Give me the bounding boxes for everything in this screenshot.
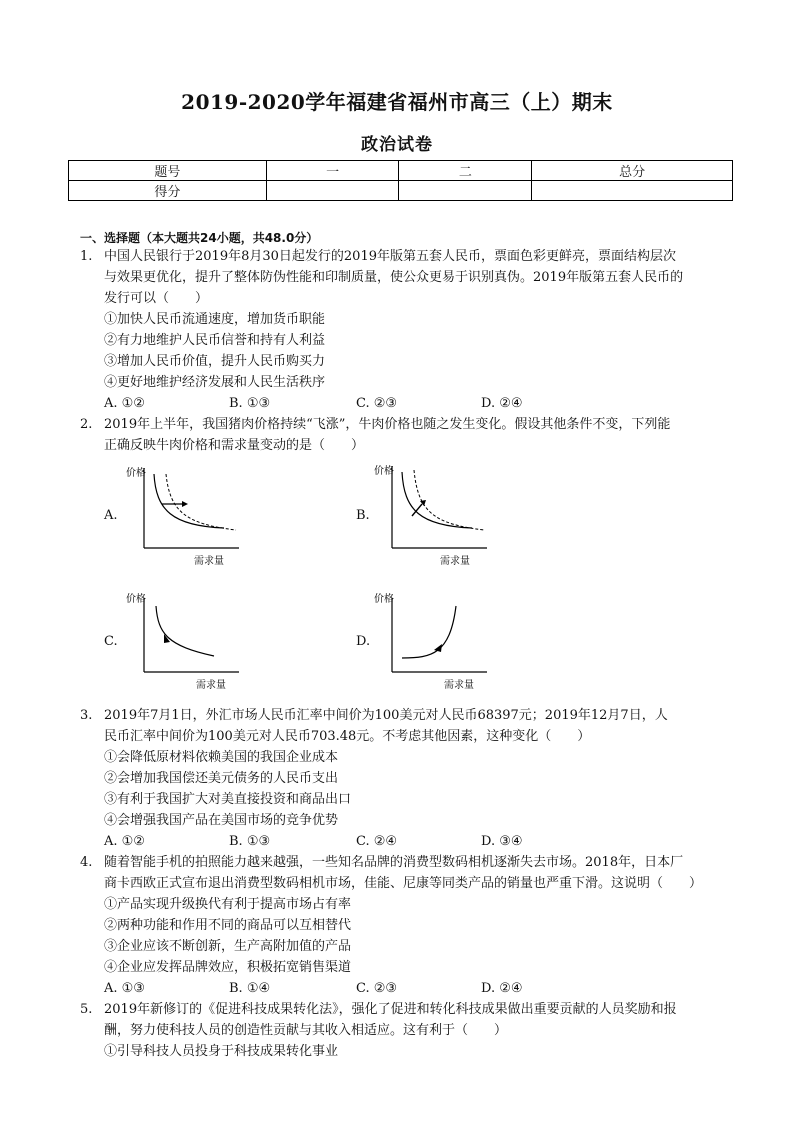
graph-b[interactable] [372, 458, 492, 570]
statement-item: ③有利于我国扩大对美直接投资和商品出口 [104, 792, 352, 807]
shift-arrow [412, 504, 422, 516]
score-input-cell[interactable] [266, 181, 399, 201]
y-axis-label: 价格 [374, 466, 394, 477]
statement-item: ④更好地维护经济发展和人民生活秩序 [104, 375, 326, 390]
score-table [68, 160, 733, 201]
question-number: 4. [80, 855, 93, 870]
graph-option-c-label[interactable]: C. [104, 634, 118, 649]
y-axis-label: 价格 [126, 468, 146, 479]
table-cell: 一 [266, 161, 399, 181]
statement-item: ②两种功能和作用不同的商品可以互相替代 [104, 918, 352, 933]
question-text: 2019年7月1日，外汇市场人民币汇率中间价为100美元对人民币68397元；2019年12月7日，人 [104, 708, 668, 723]
question-text: 正确反映牛肉价格和需求量变动的是（ ） [104, 438, 365, 453]
option-c[interactable]: C. ②④ [356, 834, 398, 849]
option-c[interactable]: C. ②③ [356, 981, 398, 996]
question-text: 2019年新修订的《促进科技成果转化法》，强化了促进和转化科技成果做出重要贡献的人员奖励和报 [104, 1002, 677, 1017]
statement-item: ①产品实现升级换代有利于提高市场占有率 [104, 897, 352, 912]
statement-item: ①引导科技人员投身于科技成果转化事业 [104, 1044, 339, 1059]
score-input-cell[interactable] [532, 181, 733, 201]
option-d[interactable]: D. ③④ [481, 834, 523, 849]
table-cell: 题号 [69, 161, 267, 181]
table-row [69, 181, 733, 201]
statement-item: ②有力地维护人民币信誉和持有人利益 [104, 333, 326, 348]
x-axis-label: 需求量 [444, 680, 474, 691]
statement-item: ③增加人民币价值，提升人民币购买力 [104, 354, 326, 369]
question-text: 中国人民银行于2019年8月30日起发行的2019年版第五套人民币，票面色彩更鲜亮，票面结构层次 [104, 249, 676, 264]
supply-like-curve [402, 606, 456, 658]
question-number: 1. [80, 249, 93, 264]
demand-curve [402, 472, 472, 528]
statement-item: ①加快人民币流通速度，增加货币职能 [104, 312, 326, 327]
option-b[interactable]: B. ①③ [229, 396, 271, 411]
graph-option-b-label[interactable]: B. [356, 508, 370, 523]
statement-item: ①会降低原材料依赖美国的我国企业成本 [104, 750, 339, 765]
graph-option-d-label[interactable]: D. [356, 634, 371, 649]
option-a[interactable]: A. ①② [104, 396, 145, 411]
option-c[interactable]: C. ②③ [356, 396, 398, 411]
question-text: 商卡西欧正式宣布退出消费型数码相机市场，佳能、尼康等同类产品的销量也严重下滑。这说明（ ） [104, 876, 703, 891]
score-input-cell[interactable] [399, 181, 532, 201]
question-text: 2019年上半年，我国猪肉价格持续“飞涨”，牛肉价格也随之发生变化。假设其他条件不变，下列能 [104, 417, 671, 432]
x-axis-label: 需求量 [194, 556, 224, 567]
movement-arrow [434, 644, 442, 652]
demand-curve [156, 606, 214, 656]
y-axis-label: 价格 [374, 594, 394, 605]
demand-curve [154, 474, 224, 528]
option-a[interactable]: A. ①③ [104, 981, 145, 996]
x-axis-label: 需求量 [196, 680, 226, 691]
question-text: 民币汇率中间价为100美元对人民币703.48元。不考虑其他因素，这种变化（ ） [104, 729, 591, 744]
section-heading: 一、选择题（本大题共24小题，共48.0分） [80, 231, 319, 245]
graph-c[interactable] [124, 588, 244, 694]
table-cell: 二 [399, 161, 532, 181]
question-text: 酬，努力使科技人员的创造性贡献与其收入相适应。这有利于（ ） [104, 1023, 508, 1038]
question-number: 3. [80, 708, 93, 723]
option-b[interactable]: B. ①③ [229, 834, 271, 849]
statement-item: ④会增强我国产品在美国市场的竞争优势 [104, 813, 339, 828]
table-cell: 总分 [532, 161, 733, 181]
shifted-demand-curve [166, 474, 236, 530]
statement-item: ④企业应发挥品牌效应，积极拓宽销售渠道 [104, 960, 352, 975]
page-subtitle: 政治试卷 [361, 135, 433, 155]
statement-item: ②会增加我国偿还美元债务的人民币支出 [104, 771, 339, 786]
graph-option-a-label[interactable]: A. [104, 508, 118, 523]
page-title: 2019-2020学年福建省福州市高三（上）期末 [181, 90, 613, 114]
question-text: 发行可以（ ） [104, 291, 209, 306]
option-a[interactable]: A. ①② [104, 834, 145, 849]
graph-a[interactable] [124, 460, 244, 570]
question-number: 5. [80, 1002, 93, 1017]
y-axis-label: 价格 [126, 594, 146, 605]
statement-item: ③企业应该不断创新，生产高附加值的产品 [104, 939, 352, 954]
question-number: 2. [80, 417, 93, 432]
table-cell: 得分 [69, 181, 267, 201]
table-row [69, 161, 733, 181]
question-text: 与效果更优化，提升了整体防伪性能和印制质量，使公众更易于识别真伪。2019年版第五套人民币的 [104, 270, 684, 285]
option-b[interactable]: B. ①④ [229, 981, 271, 996]
question-text: 随着智能手机的拍照能力越来越强，一些知名品牌的消费型数码相机逐渐失去市场。2018年，日本厂 [104, 855, 684, 870]
arrowhead [182, 501, 188, 507]
option-d[interactable]: D. ②④ [481, 981, 523, 996]
x-axis-label: 需求量 [440, 556, 470, 567]
shifted-demand-curve [414, 470, 484, 530]
graph-d[interactable] [372, 588, 492, 694]
option-d[interactable]: D. ②④ [481, 396, 523, 411]
